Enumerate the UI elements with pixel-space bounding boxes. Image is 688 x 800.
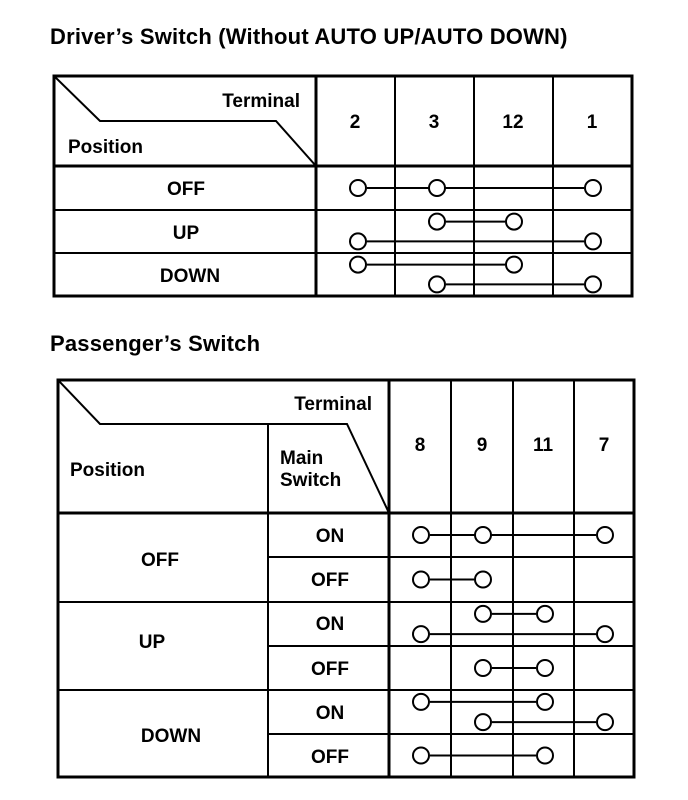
passenger-terminal-9-circle — [475, 606, 491, 622]
passenger-terminal-7: 7 — [598, 435, 610, 456]
driver-position-up: UP — [172, 223, 200, 244]
passenger-main-switch-off: OFF — [311, 747, 349, 768]
driver-terminal-3-circle — [429, 214, 445, 230]
passenger-terminal-8-circle — [413, 748, 429, 764]
passenger-terminal-9-circle — [475, 527, 491, 543]
passenger-terminal-8-circle — [413, 527, 429, 543]
passenger-main-switch-off: OFF — [311, 659, 349, 680]
driver-terminal-12-circle — [506, 257, 522, 273]
passenger-switch-title: Passenger’s Switch — [50, 331, 261, 356]
passenger-terminal-8-circle — [413, 572, 429, 588]
passenger-terminal-8-circle — [413, 694, 429, 710]
driver-switch-title: Driver’s Switch (Without AUTO UP/AUTO DOWN) — [50, 24, 568, 49]
passenger-terminal-8: 8 — [414, 435, 426, 456]
driver-terminal-12: 12 — [502, 112, 524, 133]
driver-position-down: DOWN — [159, 266, 221, 287]
driver-terminal-3-circle — [429, 180, 445, 196]
passenger-main-switch-on: ON — [315, 703, 345, 724]
passenger-header-main-switch-line2: Switch — [280, 470, 342, 491]
driver-terminal-2: 2 — [349, 112, 361, 133]
passenger-header-terminal: Terminal — [294, 394, 372, 415]
passenger-main-switch-off: OFF — [311, 570, 349, 591]
driver-header-terminal: Terminal — [222, 91, 300, 112]
passenger-terminal-7-circle — [597, 527, 613, 543]
driver-position-off: OFF — [167, 179, 205, 200]
driver-terminal-2-circle — [350, 233, 366, 249]
passenger-terminal-9-circle — [475, 714, 491, 730]
passenger-terminal-11-circle — [537, 606, 553, 622]
driver-terminal-12-circle — [506, 214, 522, 230]
passenger-position-up: UP — [138, 632, 166, 653]
passenger-terminal-7-circle — [597, 714, 613, 730]
passenger-terminal-7-circle — [597, 626, 613, 642]
driver-continuity-marks — [350, 180, 601, 292]
passenger-position-down: DOWN — [140, 726, 202, 747]
driver-terminal-1-circle — [585, 180, 601, 196]
passenger-terminal-11: 11 — [532, 435, 554, 456]
passenger-position-off: OFF — [141, 550, 179, 571]
driver-terminal-2-circle — [350, 180, 366, 196]
passenger-header-main-switch-line1: Main — [280, 448, 324, 469]
driver-header-position: Position — [68, 137, 143, 158]
driver-table-grid — [54, 76, 632, 296]
passenger-header-position: Position — [70, 460, 145, 481]
passenger-main-switch-on: ON — [315, 526, 345, 547]
driver-terminal-1-circle — [585, 233, 601, 249]
passenger-terminal-9-circle — [475, 572, 491, 588]
driver-terminal-3-circle — [429, 276, 445, 292]
driver-terminal-3: 3 — [428, 112, 440, 133]
passenger-terminal-9-circle — [475, 660, 491, 676]
driver-terminal-2-circle — [350, 257, 366, 273]
passenger-terminal-11-circle — [537, 748, 553, 764]
passenger-terminal-11-circle — [537, 694, 553, 710]
passenger-terminal-9: 9 — [476, 435, 488, 456]
passenger-terminal-8-circle — [413, 626, 429, 642]
passenger-terminal-11-circle — [537, 660, 553, 676]
passenger-main-switch-on: ON — [315, 614, 345, 635]
driver-terminal-1-circle — [585, 276, 601, 292]
driver-terminal-1: 1 — [586, 112, 598, 133]
